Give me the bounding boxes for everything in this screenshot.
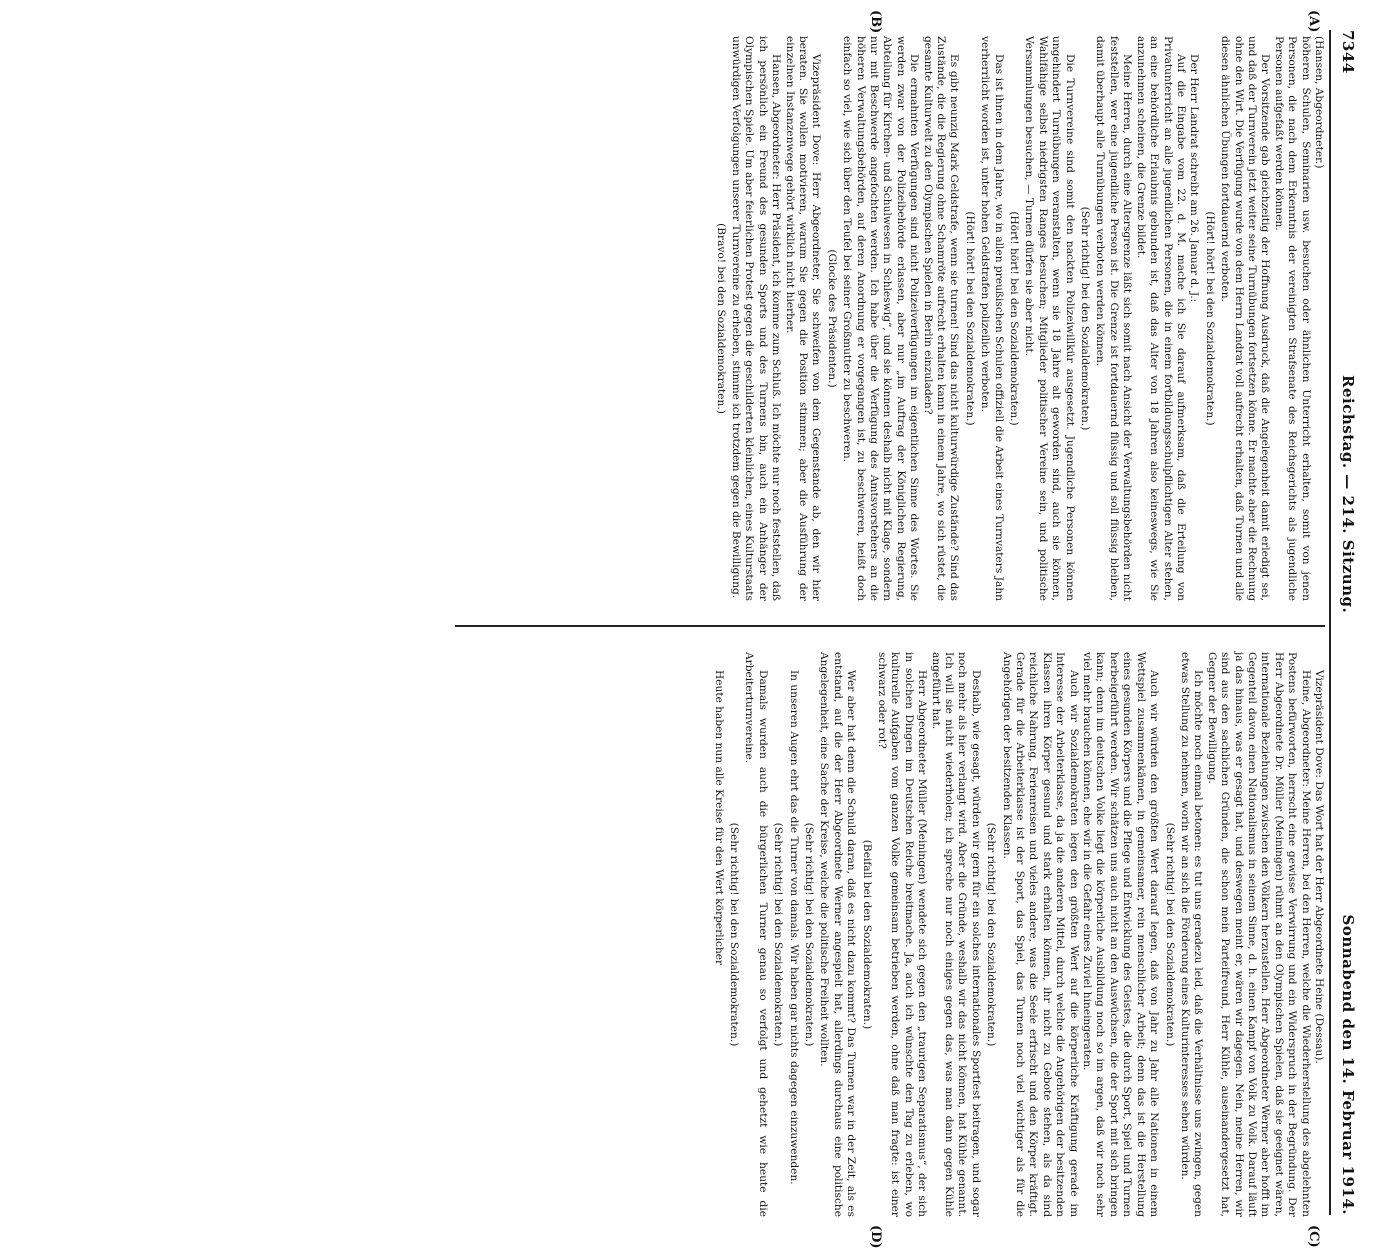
header-rule [1329,30,1331,1215]
interjection: (Sehr richtig! bei den Sozialdemokraten.) [1163,822,1176,1047]
paragraph: Deshalb, wie gesagt, würden wir gern für ein solches internationales Sportfest beitragen, und sogar noch mehr als hier verlangt wird. Aber die Gründe, weshalb wir das nicht können, hat Kühle genannt. Ich will sie nicht wiederholen; ich spreche nur noch einiges gegen das, was man dann gegen Kühle angeführt hat. [929,652,982,1217]
paragraph: (Hansen, Abgeordneter.) [1313,36,1325,169]
interjection: (Hört! hört! bei den Sozialdemokraten.) [1008,211,1021,426]
paragraph: Auch wir Sozialdemokraten legen den größten Wert auf die körperliche Kräftigung gerade im Interesse der Arbeiterklasse, da ja die anderen Mittel, durch welche die Angehörigen der besitzenden Klassen ihren Körper gesund und stark erhalten können, ihr nicht zu Gebote stehen, als da sind reichliche Nahrung, Ferienreisen und vieles andere, was die Seele erfrischt und den Körper kräftigt. Gerade für die Arbeiterklasse ist der Sport, das Spiel, das Turnen noch viel wichtiger als für die Angehörigen der besitzenden Klassen. [1000,652,1080,1217]
paragraph: Die Turnvereine sind somit den nackten Polizeiwillkür ausgesetzt. Jugendliche Personen können ungehindert Turnübungen veranstalten, wenn sie 18 Jahre alt geworden sind, auch sie können, Wahlfähige selbst niedrigsten Ranges besuchen; Mitglieder politischer Vereine sein, und politische Versammlungen besuchen, — Turnen dürfen sie aber nicht. [1023,36,1076,601]
margin-letter-b: (B) [868,10,883,34]
interjection: (Hört! hört! bei den Sozialdemokraten.) [963,211,976,426]
paragraph: Vizepräsident Dove: Herr Abgeordneter, Sie schweifen von dem Gegenstande ab, den wir hier beraten. Sie wollen motivieren, warum Sie gegen die Position stimmen; aber die Ausführung der einzelnen Instanzenwege gehört wirklich nicht hierher. [783,36,823,601]
paragraph: Ich möchte noch einmal betonen: es tut uns geradezu leid, daß die Verhältnisse uns zwingen, gegen etwas Stellung zu nehmen, worin wir an sich die Förderung eines Kulturinteresses sehen würden. [1178,652,1205,1217]
paragraph: In unseren Augen ehrt das die Turner von damals. Wir haben gar nichts dagegen einzuwenden. [787,670,800,1185]
paragraph: Der Vorsitzende gab gleichzeitig der Hoffnung Ausdruck, daß die Angelegenheit damit erledigt sei, und daß der Turnverein jetzt weiter seine Turnübungen fortsetzen könne. Er machte aber die Rechnung ohne den Wirt. Die Verfügung wurde von dem Herrn Landrat voll aufrecht erhalten, daß Turnen und alle diesen ähnlichen Übungen fortdauernd verboten. [1219,36,1272,601]
paragraph: Es gibt neunzig Mark Geldstrafe, wenn sie turnen! Sind das nicht kulturwürdige Zustände? Sind das Zustände, die die Regierung ohne Schamröte aufrecht erhalten kann in einem Jahre, wo sich rüstet, die gesamte Kulturwelt zu den Olympischen Spielen in Berlin einzuladen? [921,36,961,601]
paragraph: Auf die Eingabe vom 22. d. M. mache ich Sie darauf aufmerksam, daß die Erteilung von Privatunterricht an alle jugendlichen Personen, die in einem fortbildungsschulpflichtigen Alter stehen, an eine behördliche Erlaubnis gebunden ist, daß das Alter von 18 Jahren also keineswegs, wie Sie anzunehmen scheinen, die Grenze bildet. [1134,36,1187,601]
paragraph: Das ist ihnen in dem Jahre, wo in allen preußischen Schulen offiziell die Arbeit eines Turnvaters Jahn verherrlicht worden ist, unter hohen Geldstrafen polizeilich verboten. [979,36,1005,601]
interjection: (Sehr richtig! bei den Sozialdemokraten.) [772,822,785,1047]
paragraph: Herr Abgeordneter Müller (Meiningen) wendete sich gegen den „traurigen Separatismus“, der sich in solchen Dingen im Deutschen Reiche breitmache. Ja, auch ich wünschte den Tag zu erleben, wo kulturelle Aufgaben vom ganzen Volke gemeinsam betrieben werden, ohne daß man fragte: ist einer schwarz oder rot? [876,652,929,1217]
session-date: Sonnabend den 14. Februar 1914. [1339,914,1357,1215]
left-text-column [711,36,1325,601]
interjection: (Sehr richtig! bei den Sozialdemokraten.) [985,822,998,1047]
running-head [1331,30,1365,1215]
interjection: (Sehr richtig! bei den Sozialdemokraten.) [802,822,815,1047]
paragraph: Vizepräsident Dove: Das Wort hat der Herr Abgeordnete Heine (Dessau). [1313,670,1325,1064]
paragraph: Auch wir würden den größten Wert darauf legen, daß von Jahr zu Jahr alle Nationen in einem Wettspiel zusammenkämen, in gemeinsamer, rein menschlicher Arbeit; denn das ist die Herstellung eines gesunden Körpers und die Pflege und Entwicklung des Geistes, die durch Sport, Spiel und Turnen herbeigeführt werden. Wir schätzen uns auch nicht an den Auswüchsen, die der Sport mit sich bringen kann; denn im deutschen Volke liegt die körperliche Ausbildung noch so im argen, daß wir noch sehr viel mehr brauchen können, ehe wir in die Gefahr eines Zuviel hineingeraten. [1081,652,1161,1217]
column-divider [455,625,1325,627]
interjection: (Bravo! bei den Sozialdemokraten.) [714,223,727,414]
paragraph: Der Herr Landrat schreibt am 26. Januar d. J.: [1188,54,1201,303]
paragraph: Heute haben nun alle Kreise für den Wert körperlicher [712,670,725,966]
page-number: 7344 [1339,30,1357,74]
paragraph: Damals wurden auch die bürgerlichen Turner genau so verfolgt und gehetzt wie heute die Arbeiterturnvereine. [743,652,769,1217]
margin-letter-a: (A) [1306,10,1321,33]
interjection: (Sehr richtig! bei den Sozialdemokraten.) [1079,206,1092,431]
margin-letter-d: (D) [868,1225,883,1249]
session-title: Reichstag. — 214. Sitzung. [1339,375,1357,614]
paragraph: Hansen, Abgeordneter: Herr Präsident, ich komme zum Schluß. Ich möchte nur noch feststellen, daß ich persönlich ein Freund des gesunden Sports und des Turnens bin, auch ein Anhänger der Olympischen Spiele. Um aber feierlichen Protest gegen die geschilderten kleinlichen, eines Kulturstaats unwürdigen Verfolgungen unserer Turnvereine zu erheben, stimme ich trotzdem gegen die Bewilligung. [729,36,783,601]
margin-letter-c: (C) [1306,1225,1321,1248]
paragraph: Die ermahnten Verfügungen sind nicht Polizeiverfügungen im eigentlichen Sinne des Wortes. Sie werden zwar von der Polizeibehörde erlassen, aber nur „im Auftrag der Königlichen Regierung, Abteilung für Kirchen- und Schulwesen in Schleswig“, und sie können deshalb nicht mit Klage, sondern nur mit Beschwerde angefochten werden. Ich habe über die Verfügung des Amtsvorstehers an die höheren Verwaltungsbehörden, auf deren Anordnung er vorgegangen ist, zu beschweren, heißt doch einfach so viel, wie sich über den Teufel bei seiner Großmutter zu beschweren. [841,36,921,601]
paragraph: höheren Schulen, Seminarien usw. besuchen oder ähnlichen Unterricht erhalten, somit von jenen Personen, die nach dem Erkenntnis der vereinigten Strafsenate des Reichsgerichts als jugendliche Personen aufgefaßt werden können. [1272,36,1312,601]
interjection: (Hört! hört! bei den Sozialdemokraten.) [1203,211,1216,426]
interjection: (Sehr richtig! bei den Sozialdemokraten.) [727,822,740,1047]
interjection: (Glocke des Präsidenten.) [825,249,838,388]
paragraph: Meine Herren, durch eine Altersgrenze läßt sich somit nach Ansicht der Verwaltungsbehörden nicht feststellen, wer eine jugendliche Person ist. Die Grenze ist fortdauernd flüssig und soll flüssig bleiben, damit überhaupt alle Turnübungen verboten werden können. [1094,36,1134,601]
paragraph: Heine, Abgeordneter: Meine Herren, bei den Herren, welche die Wiederherstellung des abgelehnten Postens befürworten, herrscht eine gewisse Verwirrung und ein Widerspruch in der Begründung. Der Herr Abgeordnete Dr. Müller (Meiningen) rühmt an den Olympischen Spielen, daß sie geeignet wären, internationale Beziehungen zwischen den Völkern herzustellen. Herr Abgeordneter Werner aber hofft im Gegenteil davon einen Nationalismus in seinem Sinne, d. h. einen Kampf von Volk zu Volk. Darauf läuft ja das hinaus, was er gesagt hat, und deswegen meint er, wären wir dagegen. Nein, meine Herren, wir sind aus den sachlichen Gründen, die schon mein Parteifreund, Herr Kühle, auseinandergesetzt hat, Gegner der Bewilligung. [1205,652,1312,1217]
interjection: (Beifall bei den Sozialdemokraten.) [860,839,873,1030]
right-text-column [711,652,1325,1217]
paragraph: Wer aber hat denn die Schuld daran, daß es nicht dazu kommt? Das Turnen war in der Zeit, als es entstand, auf die der Herr Abgeordnete Werner angespielt hat, allerdings durchaus eine politische Angelegenheit, eine Sache der Kreise, welche die politische Freiheit wollten. [818,652,858,1217]
